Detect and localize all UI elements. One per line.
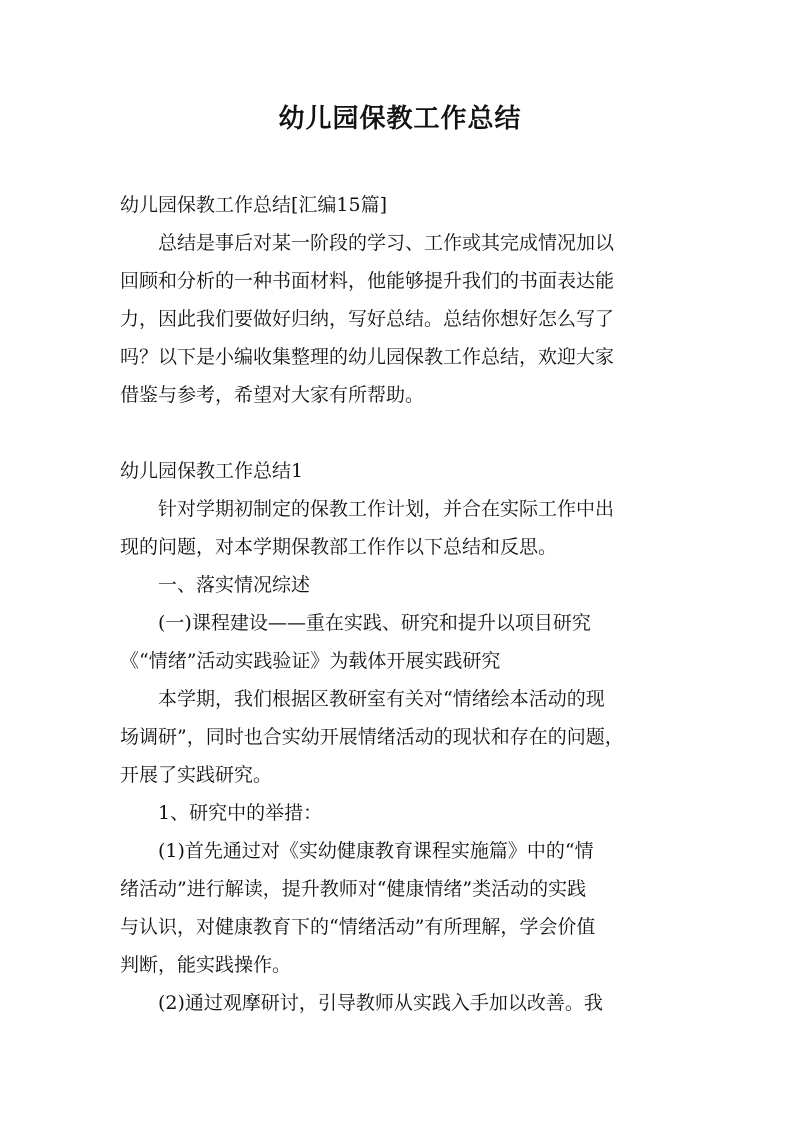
body-line-1: 针对学期初制定的保教工作计划，并合在实际工作中出 bbox=[120, 498, 615, 520]
body-line-10: (1)首先通过对《实幼健康教育课程实施篇》中的“情 bbox=[120, 840, 594, 862]
body-line-12: 与认识，对健康教育下的“情绪活动”有所理解，学会价值 bbox=[120, 916, 596, 938]
body-line-6: 本学期，我们根据区教研室有关对“情绪绘本活动的现 bbox=[120, 688, 605, 710]
body-line-2: 现的问题，对本学期保教部工作作以下总结和反思。 bbox=[120, 536, 558, 558]
body-line-3: 一、落实情况综述 bbox=[120, 574, 311, 596]
body-line-13: 判断，能实践操作。 bbox=[120, 954, 292, 976]
intro-line-5: 借鉴与参考，希望对大家有所帮助。 bbox=[120, 384, 425, 406]
body-line-11: 绪活动”进行解读，提升教师对“健康情绪”类活动的实践 bbox=[120, 878, 587, 900]
document-title: 幼儿园保教工作总结 bbox=[278, 104, 522, 134]
body-line-8: 开展了实践研究。 bbox=[120, 764, 273, 786]
body-line-9: 1、研究中的举措： bbox=[120, 802, 323, 824]
intro-line-4: 吗？以下是小编收集整理的幼儿园保教工作总结，欢迎大家 bbox=[120, 346, 615, 368]
intro-line-3: 力，因此我们要做好归纳，写好总结。总结你想好怎么写了 bbox=[120, 308, 615, 330]
section-heading-1: 幼儿园保教工作总结1 bbox=[120, 460, 304, 482]
body-line-14: (2)通过观摩研讨，引导教师从实践入手加以改善。我 bbox=[120, 992, 603, 1014]
intro-line-2: 回顾和分析的一种书面材料，他能够提升我们的书面表达能 bbox=[120, 270, 615, 292]
body-line-7: 场调研”，同时也合实幼开展情绪活动的现状和存在的问题， bbox=[120, 726, 624, 748]
subtitle-line: 幼儿园保教工作总结[汇编15篇] bbox=[120, 194, 388, 216]
intro-line-1: 总结是事后对某一阶段的学习、工作或其完成情况加以 bbox=[120, 232, 615, 254]
body-line-5: 《“情绪”活动实践验证》为载体开展实践研究 bbox=[120, 650, 501, 672]
body-line-4: (一)课程建设——重在实践、研究和提升以项目研究 bbox=[120, 612, 591, 634]
